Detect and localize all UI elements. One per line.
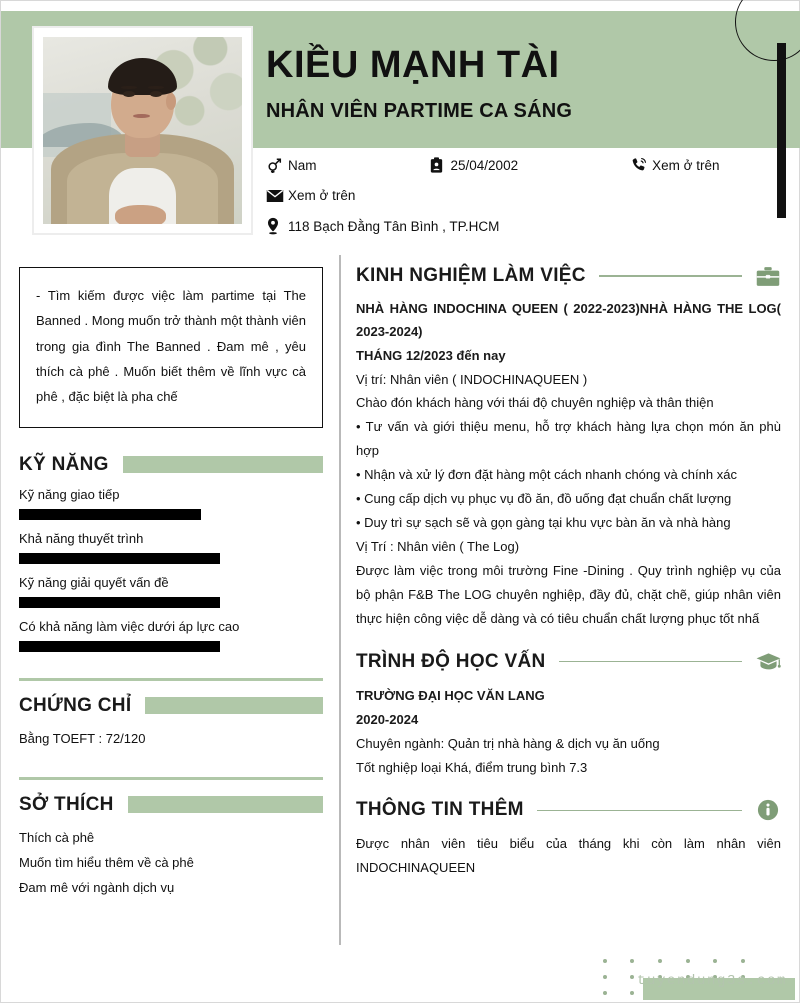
list-item: Thích cà phê — [19, 829, 95, 845]
decorative-dot — [603, 975, 607, 979]
experience-bullets-justified — [356, 415, 781, 463]
additional-rule — [537, 810, 742, 811]
decorative-dot — [713, 959, 717, 963]
graduation-cap-icon — [755, 652, 781, 672]
skill-item — [19, 575, 323, 608]
experience-rule — [599, 275, 742, 276]
education-school: TRƯỜNG ĐẠI HỌC VĂN LANG — [356, 687, 545, 703]
skill-label: Kỹ năng giao tiếp — [19, 486, 120, 502]
additional-title: THÔNG TIN THÊM — [356, 799, 524, 821]
job-title: NHÂN VIÊN PARTIME CA SÁNG — [266, 100, 573, 122]
hobbies-rule — [19, 777, 323, 780]
certificates-accent-bar — [145, 697, 323, 714]
experience-period: THÁNG 12/2023 đến nay — [356, 347, 506, 363]
contact-gender — [266, 157, 317, 174]
envelope-icon — [266, 189, 288, 203]
list-item: Vị trí: Nhân viên ( INDOCHINAQUEEN ) — [356, 371, 588, 387]
skill-item — [19, 487, 323, 520]
education-rule — [559, 661, 742, 662]
certificates-section — [19, 678, 323, 751]
education-title: TRÌNH ĐỘ HỌC VẤN — [356, 650, 546, 672]
skill-bar-fill — [19, 509, 201, 520]
list-item: Đam mê với ngành dịch vụ — [19, 879, 175, 895]
contact-email-value: Xem ở trên — [288, 188, 356, 203]
experience-lines — [356, 368, 781, 416]
phone-icon — [630, 156, 652, 174]
contact-phone-value: Xem ở trên — [652, 157, 720, 173]
decorative-circle — [735, 0, 800, 61]
skill-item — [19, 531, 323, 564]
contact-address-value: 118 Bạch Đằng Tân Bình , TP.HCM — [288, 218, 500, 234]
skill-bar-track — [19, 641, 323, 652]
certificates-rule — [19, 678, 323, 681]
watermark-text: tuyendung3s.com — [637, 973, 788, 989]
column-divider — [339, 255, 341, 945]
skills-title: KỸ NĂNG — [19, 453, 109, 475]
decorative-vertical-bar — [777, 43, 786, 218]
list-item: Chuyên ngành: Quản trị nhà hàng & dịch vụ ăn uống — [356, 735, 660, 751]
skill-bar-fill — [19, 597, 220, 608]
skill-label: Có khả năng làm việc dưới áp lực cao — [19, 618, 240, 634]
right-column — [356, 265, 781, 882]
decorative-dot — [630, 975, 634, 979]
list-item: Vị Trí : Nhân viên ( The Log) — [356, 538, 520, 554]
hobbies-section — [19, 777, 323, 900]
experience-title: KINH NGHIỆM LÀM VIỆC — [356, 265, 586, 286]
contact-email — [266, 188, 355, 203]
experience-company: NHÀ HÀNG INDOCHINA QUEEN ( 2022-2023)NHÀ HÀNG THE LOG( 2023-2024) — [356, 301, 781, 339]
page-title: KIỀU MẠNH TÀI — [266, 44, 560, 86]
decorative-dot — [630, 959, 634, 963]
list-item: • Nhận và xử lý đơn đặt hàng một cách nhanh chóng và chính xác — [356, 467, 737, 483]
summary-box: - Tìm kiếm được việc làm partime tại The Banned . Mong muốn trở thành một thành viên trong gia đình The Banned . Đam mê , yêu thích cà phê . Muốn biết thêm về lĩnh vực cà phê , đặc biệt là pha chế — [19, 267, 323, 428]
contact-birthday — [429, 157, 519, 174]
id-card-icon — [429, 157, 451, 174]
decorative-dot — [741, 959, 745, 963]
skill-label: Kỹ năng giải quyết vấn đề — [19, 574, 169, 590]
list-item: Tốt nghiệp loại Khá, điểm trung bình 7.3 — [356, 759, 588, 775]
left-column — [19, 267, 323, 901]
list-item: Chào đón khách hàng với thái độ chuyên nghiệp và thân thiện — [356, 395, 714, 411]
additional-section — [356, 799, 781, 880]
decorative-dot — [686, 959, 690, 963]
skill-bar-track — [19, 509, 323, 520]
contact-phone — [630, 156, 719, 174]
skill-bar-track — [19, 597, 323, 608]
gender-icon — [266, 157, 288, 174]
info-circle-icon — [755, 799, 781, 821]
avatar — [32, 26, 253, 235]
list-item: • Duy trì sự sạch sẽ và gọn gàng tại khu vực bàn ăn và nhà hàng — [356, 514, 731, 530]
education-section — [356, 651, 781, 780]
skill-bar-fill — [19, 553, 220, 564]
education-years: 2020-2024 — [356, 711, 419, 727]
experience-paragraph: Được làm việc trong môi trường Fine -Dining . Quy trình nghiệp vụ của bộ phận F&B The LOG chuyên nghiệp, đầy đủ, chặt chẽ, giúp nhân viên thực hiện công việc dễ dàng và có tiêu chuẩn chất lượng phục tốt nhấ — [356, 562, 781, 626]
skill-bar-fill — [19, 641, 220, 652]
portrait-photo — [43, 37, 242, 224]
list-item: • Cung cấp dịch vụ phục vụ đồ ăn, đồ uống đạt chuẩn chất lượng — [356, 491, 732, 507]
contact-info — [266, 156, 776, 235]
skills-section — [19, 454, 323, 652]
decorative-dot — [603, 959, 607, 963]
certificates-list — [19, 727, 323, 751]
contact-gender-value: Nam — [288, 157, 317, 173]
certificates-title: CHỨNG CHỈ — [19, 694, 132, 716]
briefcase-icon — [755, 266, 781, 287]
location-pin-icon — [266, 217, 288, 235]
experience-bullets — [356, 463, 781, 559]
skills-accent-bar — [123, 456, 323, 473]
decorative-dot — [658, 959, 662, 963]
hobbies-accent-bar — [128, 796, 323, 813]
skill-label: Khả năng thuyết trình — [19, 530, 144, 546]
hobbies-title: SỞ THÍCH — [19, 793, 114, 815]
list-item: • Tư vấn và giới thiệu menu, hỗ trợ khách hàng lựa chọn món ăn phù hợp — [356, 419, 781, 459]
hobbies-list — [19, 826, 323, 900]
contact-birthday-value: 25/04/2002 — [450, 157, 519, 173]
decorative-dot — [603, 991, 607, 995]
skill-bar-track — [19, 553, 323, 564]
experience-section — [356, 265, 781, 631]
skill-item — [19, 619, 323, 652]
list-item: Bằng TOEFT : 72/120 — [19, 730, 146, 746]
decorative-dot — [630, 991, 634, 995]
education-lines — [356, 732, 781, 780]
contact-address — [266, 217, 499, 235]
list-item: Muốn tìm hiểu thêm về cà phê — [19, 854, 194, 870]
additional-text: Được nhân viên tiêu biểu của tháng khi còn làm nhân viên INDOCHINAQUEEN — [356, 836, 781, 876]
